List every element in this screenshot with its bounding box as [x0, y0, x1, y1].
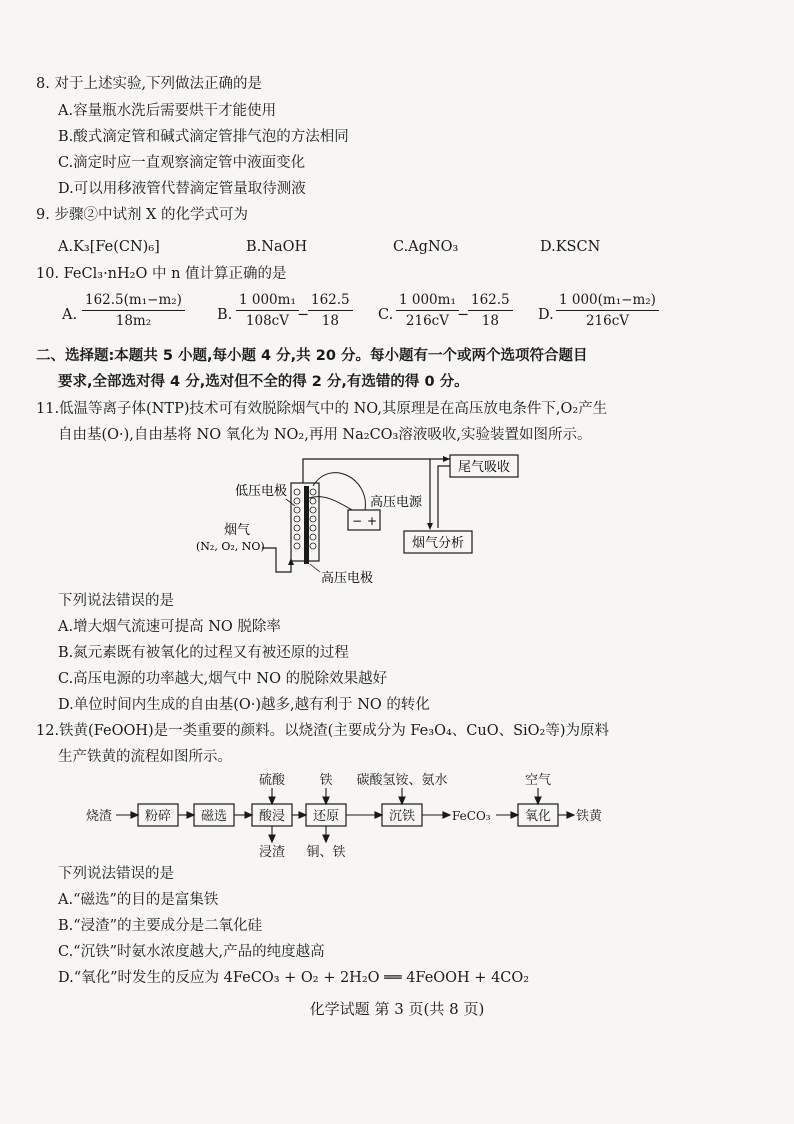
denominator: 216cV [405, 313, 449, 329]
q8-stem: 8. 对于上述实验,下列做法正确的是 [36, 76, 263, 92]
flow-step-oxidize: 氧化 [524, 809, 552, 824]
denominator: 18m₂ [115, 313, 152, 329]
tail-gas-label: 尾气吸收 [457, 460, 511, 475]
input-iron: 铁 [319, 773, 333, 788]
q11-stem-line2: 自由基(O·),自由基将 NO 氧化为 NO₂,再用 Na₂CO₃溶液吸收,实验装置如图所示。 [58, 427, 592, 443]
section2-heading-line1: 二、选择题:本题共 5 小题,每小题 4 分,共 20 分。每小题有一个或两个选项符合题目 [36, 348, 588, 364]
q10-label-c: C. [378, 307, 394, 323]
numerator: 162.5 [308, 292, 353, 311]
wire [313, 473, 365, 510]
q9-option-b: B.NaOH [246, 239, 308, 255]
q11-option-d: D.单位时间内生成的自由基(O·)越多,越有利于 NO 的转化 [58, 697, 430, 713]
numerator: 162.5(m₁−m₂) [82, 292, 185, 311]
q10-option-a-fraction [82, 292, 185, 329]
low-electrode-label: 低压电极 [235, 484, 288, 499]
denominator: 18 [321, 313, 339, 329]
section2-heading-line2: 要求,全部选对得 4 分,选对但不全的得 2 分,有选错的得 0 分。 [58, 374, 469, 390]
flow-step-precipitate: 沉铁 [388, 809, 416, 824]
q12-option-c: C.“沉铁”时氨水浓度越大,产品的纯度越高 [58, 944, 325, 960]
denominator: 18 [481, 313, 499, 329]
q10-label-a: A. [62, 307, 78, 323]
gas-analysis-label: 烟气分析 [411, 536, 465, 551]
q12-process-flow-diagram [80, 768, 640, 864]
q9-option-a: A.K₃[Fe(CN)₆] [58, 239, 160, 255]
q12-ask: 下列说法错误的是 [58, 866, 174, 882]
flow-end: 铁黄 [576, 809, 603, 824]
numerator: 1 000m₁ [396, 292, 459, 311]
q10-option-d-fraction [556, 292, 659, 329]
q11-option-a: A.增大烟气流速可提高 NO 脱除率 [58, 619, 281, 635]
denominator: 216cV [585, 313, 629, 329]
flow-step-crush: 粉碎 [144, 809, 172, 824]
q12-stem-line2: 生产铁黄的流程如图所示。 [58, 749, 232, 765]
hv-electrode-rod [304, 486, 309, 564]
output-cu-fe: 铜、铁 [306, 845, 346, 860]
q11-apparatus-diagram [180, 448, 540, 588]
q9-stem: 9. 步骤②中试剂 X 的化学式可为 [36, 207, 248, 223]
q10-option-b-minus: − [297, 307, 310, 323]
inlet-pipe [262, 548, 291, 572]
source-plus: + [366, 514, 378, 528]
q10-option-c-minus: − [457, 307, 470, 323]
q8-option-b: B.酸式滴定管和碱式滴定管排气泡的方法相同 [58, 129, 349, 145]
leader-line [310, 564, 320, 572]
flow-step-reduce: 还原 [312, 809, 340, 824]
numerator: 1 000m₁ [236, 292, 299, 311]
denominator: 108cV [245, 313, 289, 329]
output-residue: 浸渣 [258, 845, 286, 860]
input-air: 空气 [524, 773, 552, 788]
flow-start: 烧渣 [86, 809, 113, 824]
q12-option-b: B.“浸渣”的主要成分是二氧化硅 [58, 918, 263, 934]
input-acid: 硫酸 [258, 773, 286, 788]
numerator: 1 000(m₁−m₂) [556, 292, 659, 311]
arrow-head [427, 523, 433, 530]
q11-ask: 下列说法错误的是 [58, 593, 174, 609]
q11-stem-line1: 11.低温等离子体(NTP)技术可有效脱除烟气中的 NO,其原理是在高压放电条件下,O₂产生 [36, 401, 608, 417]
q10-stem: 10. FeCl₃·nH₂O 中 n 值计算正确的是 [36, 266, 287, 282]
q11-option-b: B.氮元素既有被氧化的过程又有被还原的过程 [58, 645, 349, 661]
flue-gas-composition: (N₂, O₂, NO) [196, 540, 265, 553]
analysis-to-tail-pipe [438, 466, 450, 528]
q9-option-c: C.AgNO₃ [393, 239, 459, 255]
page-footer: 化学试题 第 3 页(共 8 页) [309, 1000, 485, 1018]
q12-stem-line1: 12.铁黄(FeOOH)是一类重要的颜料。以烧渣(主要成分为 Fe₃O₄、CuO、SiO₂等)为原料 [36, 723, 610, 739]
hv-source-label: 高压电源 [370, 495, 423, 510]
q10-option-b-fraction2 [308, 292, 353, 329]
q10-option-c-fraction1 [396, 292, 459, 329]
hv-electrode-label: 高压电极 [321, 571, 374, 586]
q10-label-b: B. [217, 307, 233, 323]
q10-option-b-fraction1 [236, 292, 299, 329]
input-precipitant: 碳酸氢铵、氨水 [356, 773, 448, 788]
q8-option-c: C.滴定时应一直观察滴定管中液面变化 [58, 155, 306, 171]
flow-mid-product: FeCO₃ [452, 809, 491, 823]
arrow-head [443, 456, 450, 462]
q11-option-c: C.高压电源的功率越大,烟气中 NO 的脱除效果越好 [58, 671, 388, 687]
q8-option-a: A.容量瓶水洗后需要烘干才能使用 [58, 103, 277, 119]
flow-step-acid: 酸浸 [258, 809, 286, 824]
q10-option-c-fraction2 [468, 292, 513, 329]
q9-option-d: D.KSCN [540, 239, 601, 255]
q10-label-d: D. [538, 307, 554, 323]
q8-option-d: D.可以用移液管代替滴定管量取待测液 [58, 181, 306, 197]
source-minus: − [351, 514, 363, 528]
flue-gas-label: 烟气 [224, 523, 251, 538]
q12-option-a: A.“磁选”的目的是富集铁 [58, 892, 219, 908]
top-pipe [303, 459, 450, 483]
q12-option-d: D.“氧化”时发生的反应为 4FeCO₃ + O₂ + 2H₂O ══ 4FeOOH + 4CO₂ [58, 970, 530, 986]
flow-step-magnetic: 磁选 [200, 809, 228, 824]
numerator: 162.5 [468, 292, 513, 311]
